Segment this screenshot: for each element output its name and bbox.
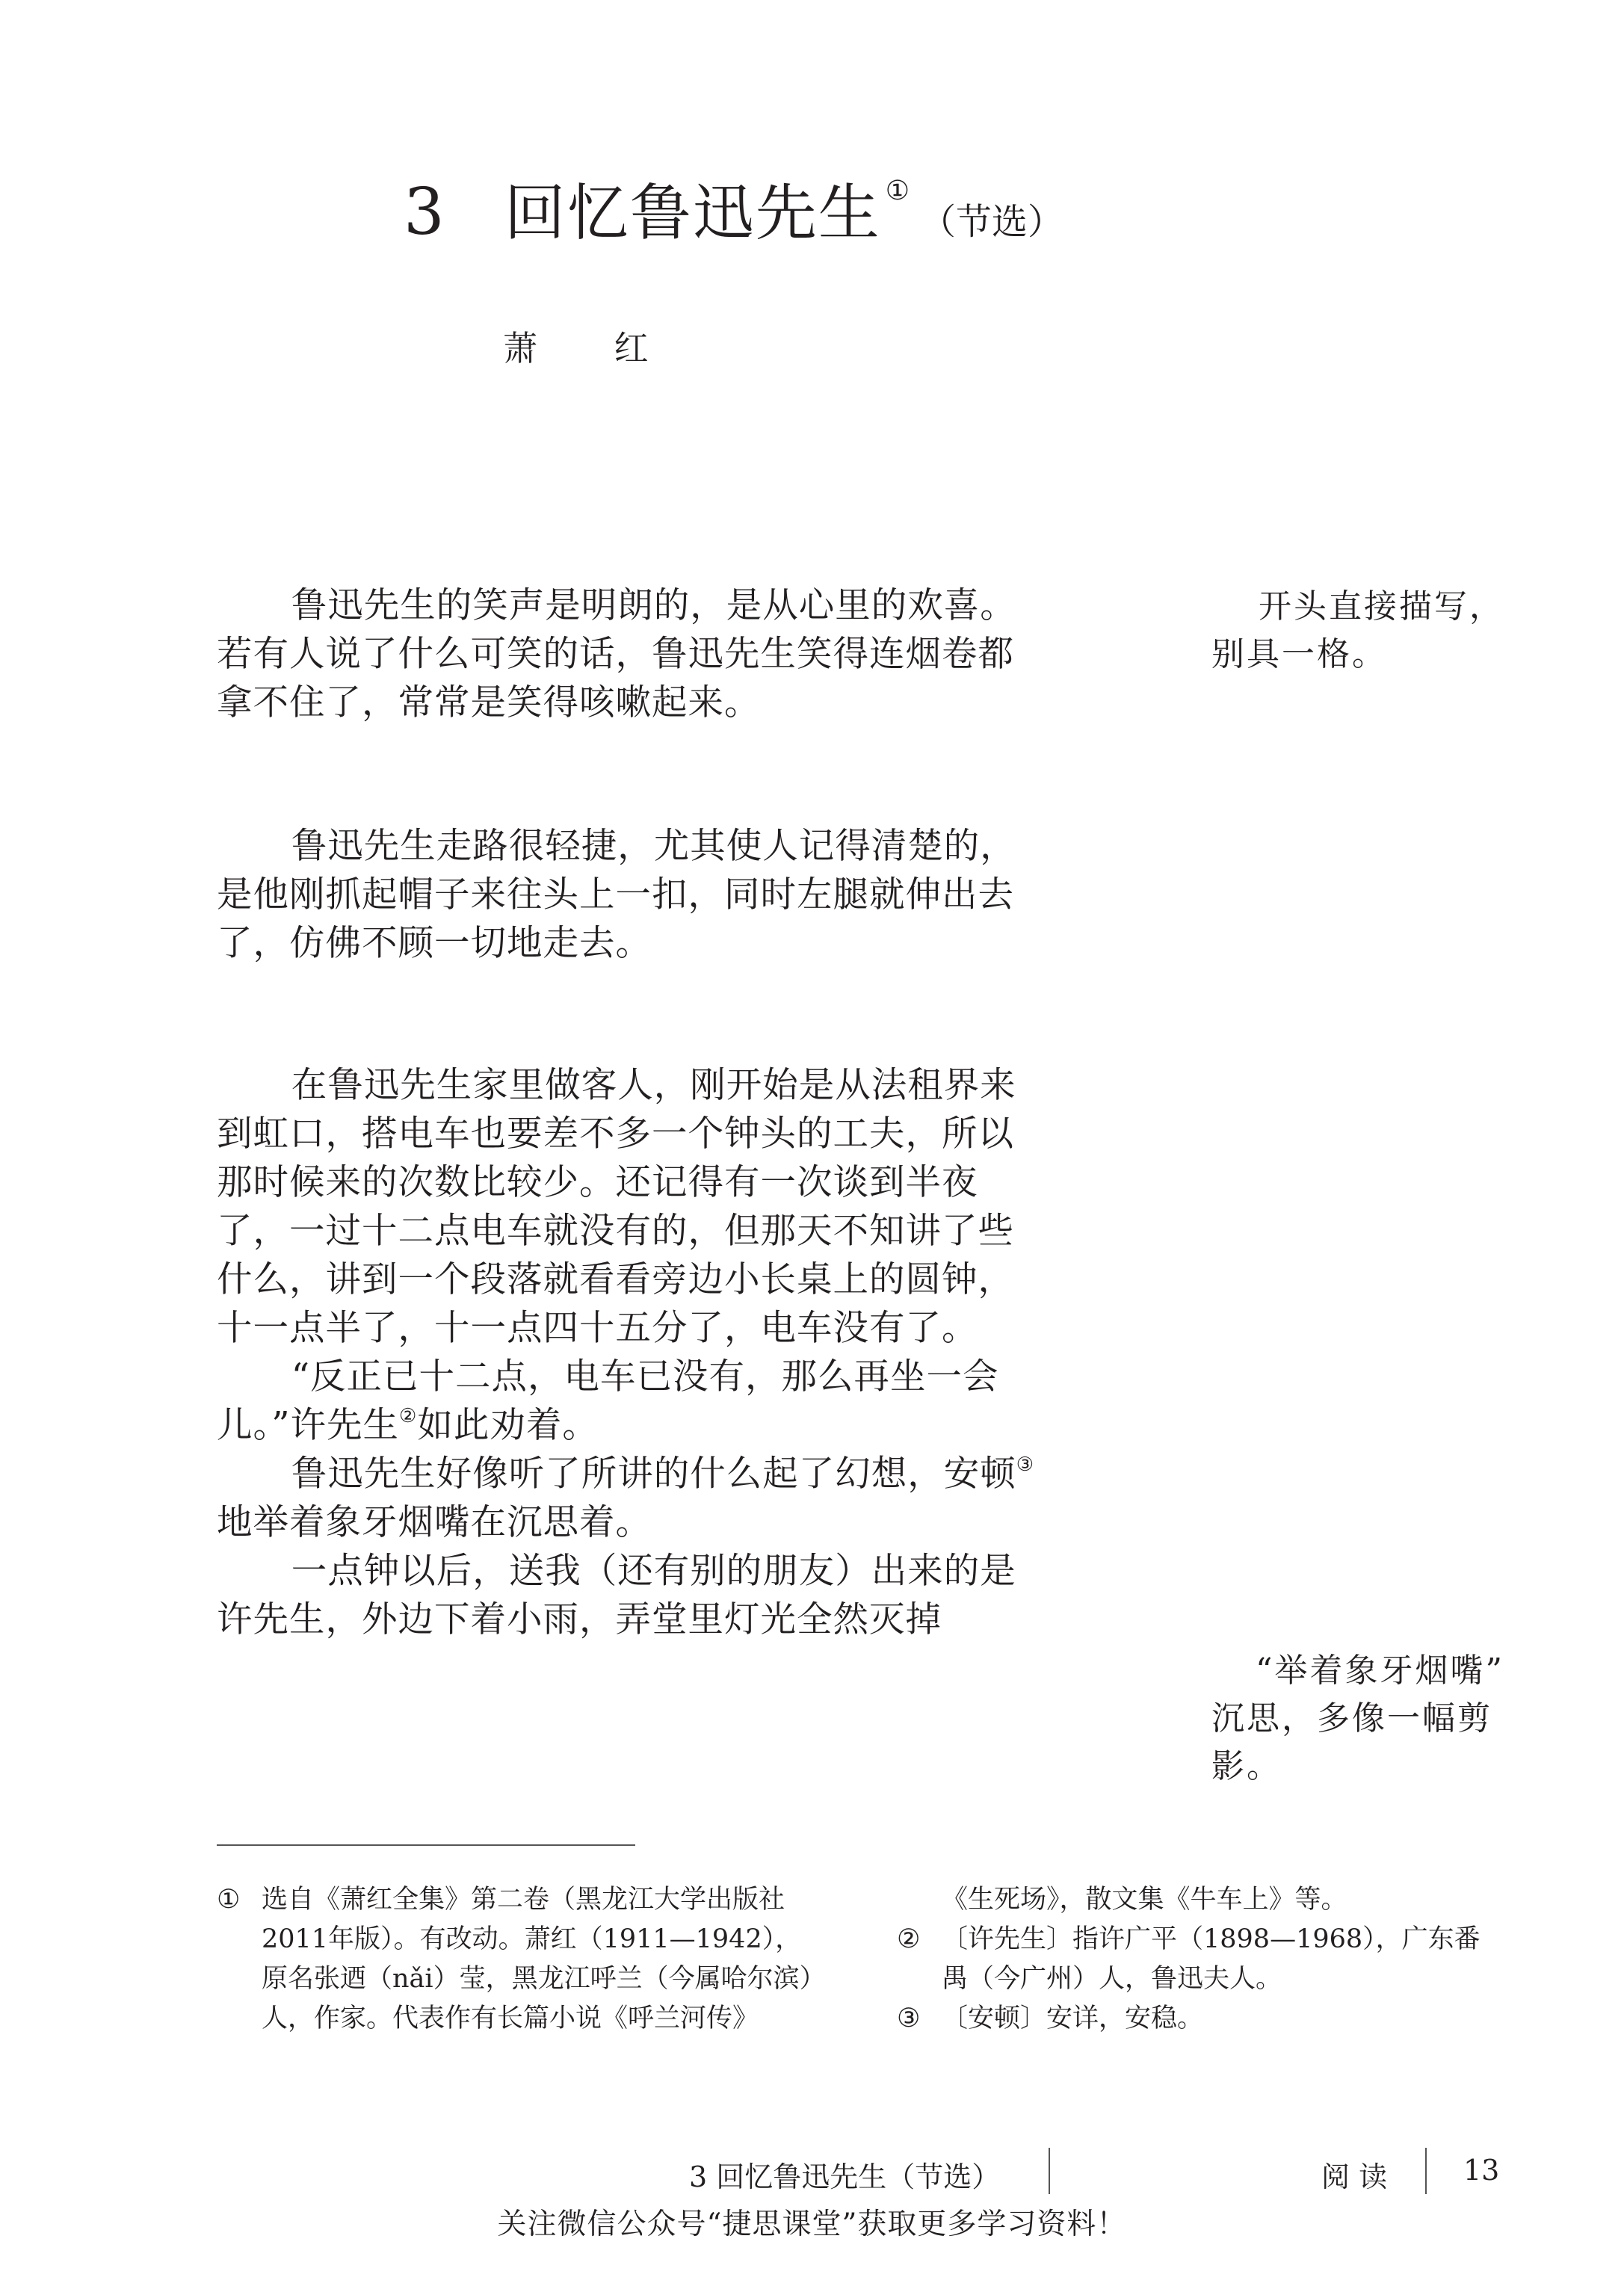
running-footer-section: 阅 读 <box>1321 2160 1388 2193</box>
side-note-1-line-1: 开头直接描写， <box>1259 587 1504 626</box>
footnote-3-mark: ③ <box>897 2004 921 2033</box>
paragraph-6-text: 一点钟以后，送我（还有别的朋友）出来的是许先生，外边下着小雨，弄堂里灯光全然灭掉 <box>217 1551 1016 1640</box>
footer-divider-1 <box>1049 2148 1050 2194</box>
footnote-1-continued <box>897 1880 1495 1920</box>
author-name: 萧 红 <box>503 328 682 368</box>
title-subtitle: （节选） <box>920 201 1064 243</box>
page-title <box>404 164 1064 250</box>
side-note-2 <box>1146 1647 1504 1791</box>
title-number: 3 <box>404 175 445 250</box>
paragraph-2 <box>217 822 1046 968</box>
side-note-1 <box>1146 583 1504 679</box>
promo-text: 关注微信公众号“捷思课堂”获取更多学习资料！ <box>497 2208 1127 2241</box>
footnote-1-mark: ① <box>217 1885 241 1915</box>
footnote-ref-2: ② <box>399 1405 418 1427</box>
footnote-ref-3: ③ <box>1016 1454 1035 1476</box>
footnotes-left <box>217 1880 815 2039</box>
paragraph-5-text-a: 鲁迅先生好像听了所讲的什么起了幻想，安顿 <box>291 1454 1016 1495</box>
side-note-1-line-2: 别具一格。 <box>1211 635 1387 673</box>
paragraph-group-3 <box>217 1061 1046 1644</box>
footnote-1 <box>217 1880 815 2039</box>
footnote-3 <box>897 1999 1495 2039</box>
running-footer-chapter: 3 回忆鲁迅先生（节选） <box>689 2160 1001 2193</box>
title-footnote-mark: ① <box>885 176 910 206</box>
footnote-3-text: 〔安顿〕安详，安稳。 <box>942 2004 1204 2033</box>
paragraph-1-text: 鲁迅先生的笑声是明朗的，是从心里的欢喜。若有人说了什么可笑的话，鲁迅先生笑得连烟卷都拿不住了，常常是笑得咳嗽起来。 <box>217 585 1016 723</box>
paragraph-2-text: 鲁迅先生走路很轻捷，尤其使人记得清楚的，是他刚抓起帽子来往头上一扣，同时左腿就伸出去了，仿佛不顾一切地走去。 <box>217 826 1016 964</box>
paragraph-4-text-a: “反正已十二点，电车已没有，那么再坐一会儿。”许先生 <box>217 1356 999 1446</box>
paragraph-1 <box>217 581 1046 727</box>
footnote-1-text: 选自《萧红全集》第二卷（黑龙江大学出版社2011年版）。有改动。萧红（1911—1942），原名张迺（nǎi）莹，黑龙江呼兰（今属哈尔滨）人，作家。代表作有长篇小说《呼兰河传》 <box>262 1885 813 2033</box>
footnote-divider <box>217 1844 635 1846</box>
footer-divider-2 <box>1425 2148 1427 2194</box>
footnote-2-text: 〔许先生〕指许广平（1898—1968），广东番禺（今广州）人，鲁迅夫人。 <box>942 1924 1481 1994</box>
footnote-1-continued-text: 《生死场》，散文集《牛车上》等。 <box>942 1885 1347 1915</box>
paragraph-5-text-b: 地举着象牙烟嘴在沉思着。 <box>217 1502 652 1543</box>
footnote-2 <box>897 1920 1495 1999</box>
paragraph-5 <box>217 1450 1046 1547</box>
title-main: 回忆鲁迅先生 <box>504 178 881 249</box>
paragraph-3-text: 在鲁迅先生家里做客人，刚开始是从法租界来到虹口，搭电车也要差不多一个钟头的工夫，所以那时候来的次数比较少。还记得有一次谈到半夜了，一过十二点电车就没有的，但那天不知讲了些什么，讲到一个段落就看看旁边小长桌上的圆钟，十一点半了，十一点四十五分了，电车没有了。 <box>217 1065 1016 1349</box>
paragraph-4 <box>217 1353 1046 1450</box>
paragraph-4-text-b: 如此劝着。 <box>417 1405 599 1446</box>
page-number: 13 <box>1463 2154 1500 2187</box>
footnote-2-mark: ② <box>897 1924 921 1954</box>
side-note-2-line-2: 沉思，多像一幅剪影。 <box>1211 1699 1492 1785</box>
footnotes-right <box>897 1880 1495 2039</box>
side-note-2-line-1: “举着象牙烟嘴” <box>1256 1652 1504 1690</box>
